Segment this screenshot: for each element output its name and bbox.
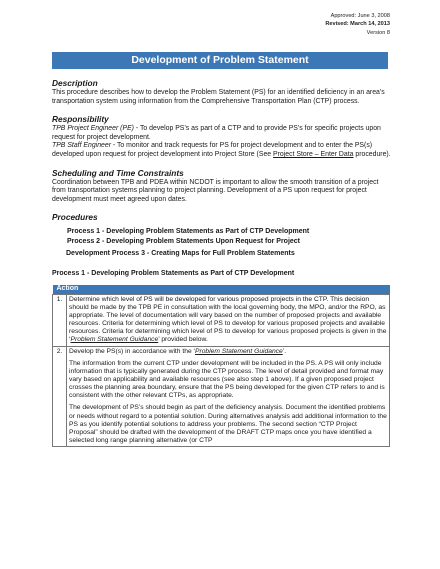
procedures-list bbox=[67, 227, 392, 258]
procedure-item: Process 2 - Developing Problem Statements Upon Request for Project bbox=[67, 237, 300, 245]
staff-text: - To monitor and track requests for PS for project development and to enter the PS(s) developed upon request for project development into Project Store (See bbox=[52, 142, 373, 158]
step-body: Develop the PS(s) in accordance with the ‘ bbox=[69, 347, 196, 355]
step-number: 2. bbox=[53, 346, 67, 447]
guidance-link[interactable]: Problem Statement Guidance bbox=[195, 347, 283, 355]
procedure-item: Development Process 3 - Creating Maps for Full Problem Statements bbox=[66, 250, 295, 258]
guidance-link[interactable]: Problem Statement Guidance bbox=[70, 336, 159, 344]
step-end: ’. bbox=[282, 347, 287, 355]
approved-date: Approved: June 3, 2008 bbox=[330, 13, 390, 19]
step-paragraph: The development of PS’s should begin as part of the deficiency analysis. Document the identified problems or needs without regard to a potential solution. During alternatives analysis add additional information to the PS as you identify potential solutions to address your problems. The second section “CTP Project Proposal” should be drafted with the development of the DRAFT CTP maps once you have identified a selected long range planning alternative (or CTP bbox=[69, 404, 387, 445]
pe-role: TPB Project Engineer (PE) bbox=[52, 125, 134, 133]
step-text bbox=[67, 294, 390, 346]
action-table bbox=[52, 285, 390, 448]
responsibility-heading: Responsibility bbox=[52, 114, 109, 125]
document-body bbox=[52, 78, 392, 447]
revised-date: Revised: March 14, 2013 bbox=[325, 21, 390, 28]
step-intro bbox=[69, 348, 387, 356]
action-column-header: Action bbox=[53, 285, 390, 295]
staff-end: procedure). bbox=[353, 150, 391, 158]
step-number: 1. bbox=[53, 294, 67, 346]
step-body: Determine which level of PS will be developed for various proposed projects in the CTP. This decision should be made by the TPB PE in consultation with the local governing body, the MPO, and/or the RPO, as appropriate. The level of documentation will vary based on the number of proposed projects and available resources. Criteria for determining which level of PS to develop for various proposed projects and available resources. Criteria for determining which level of PS to develop for various proposed projects is given in the ‘ bbox=[69, 295, 387, 344]
table-row bbox=[53, 346, 390, 447]
version: Version 8 bbox=[366, 29, 390, 36]
project-store-link[interactable]: Project Store – Enter Data bbox=[273, 150, 354, 158]
step-end: ’ provided below. bbox=[158, 336, 208, 344]
description-text: This procedure describes how to develop the Problem Statement (PS) for an identified deficiency in an area’s transportation system using information from the Comprehensive Transportation Plan (CTP) process. bbox=[52, 89, 385, 105]
process1-heading: Process 1 - Developing Problem Statements as Part of CTP Development bbox=[52, 269, 295, 277]
responsibility-staff bbox=[52, 142, 392, 159]
step-paragraph: The information from the current CTP under development will be included in the PS. A PS will only include information that is typically generated during the CTP process. The level of detail provided and format may vary based on applicability and available resources (see also step 1 above). If a given proposed project crosses the planning area boundary, ensure that the PS being developed for the given CTP refers to and is consistent with the other relevant CTPs, as appropriate. bbox=[69, 359, 385, 400]
document-meta bbox=[325, 12, 390, 37]
responsibility-pe bbox=[52, 125, 392, 142]
scheduling-heading: Scheduling and Time Constraints bbox=[52, 167, 184, 178]
pe-text: - To develop PS’s as part of a CTP and to provide PS’s for specific projects upon request for project development. bbox=[52, 125, 381, 141]
scheduling-text: Coordination between TPB and PDEA within NCDOT is important to allow the smooth transition of a project from transportation systems planning to project planning. Development of a PS upon request for project development must meet agreed upon dates. bbox=[52, 178, 379, 203]
page-title: Development of Problem Statement bbox=[52, 52, 388, 69]
step-text bbox=[67, 346, 390, 447]
table-row bbox=[53, 294, 390, 346]
description-heading: Description bbox=[52, 78, 98, 88]
staff-role: TPB Staff Engineer bbox=[52, 142, 111, 150]
procedures-heading: Procedures bbox=[52, 212, 98, 223]
procedure-item: Process 1 - Developing Problem Statements as Part of CTP Development bbox=[67, 228, 310, 236]
